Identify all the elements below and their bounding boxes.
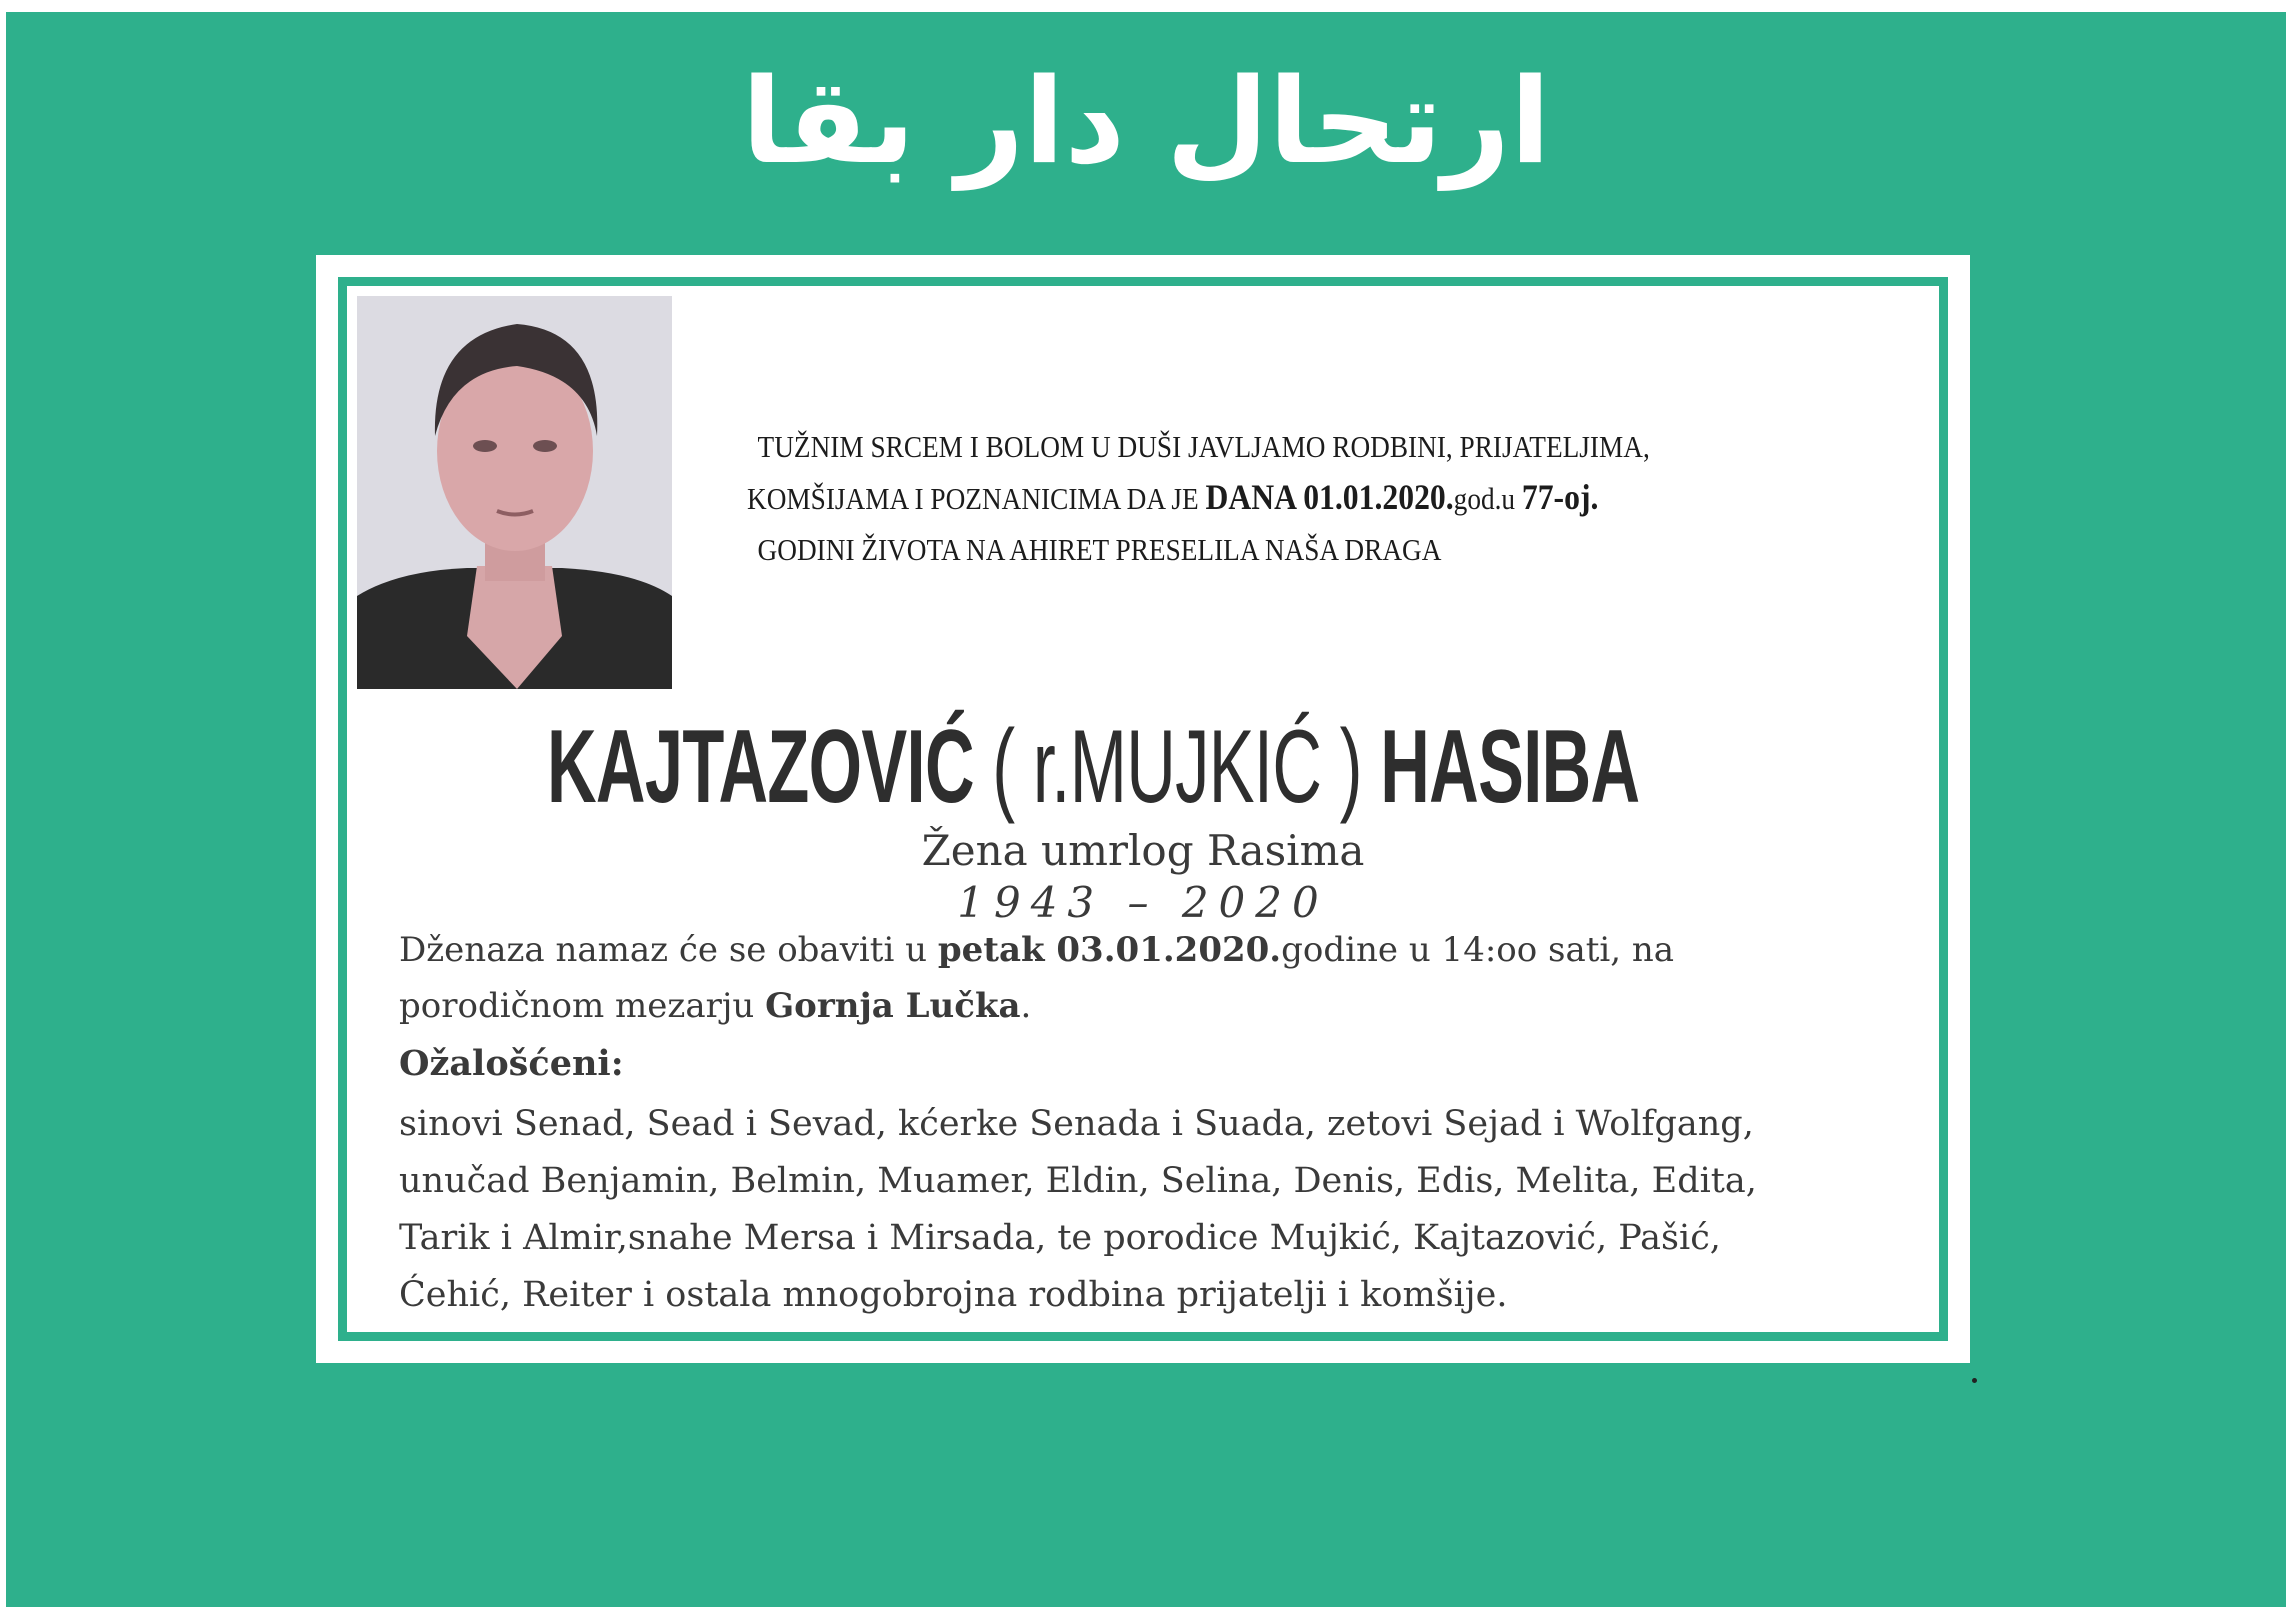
arabic-title: ارتحال دار بقا <box>741 52 1551 190</box>
spouse-line: Žena umrlog Rasima <box>921 826 1365 875</box>
age: 77-oj. <box>1521 477 1599 517</box>
intro-text <box>747 421 1650 575</box>
funeral-text-a: Dženaza namaz će se obaviti u <box>399 930 938 970</box>
portrait-photo <box>357 296 672 689</box>
dana-label: DANA <box>1205 477 1296 517</box>
intro-line-2-a: KOMŠIJAMA I POZNANICIMA DA JE <box>747 481 1206 516</box>
mourners-line: sinovi Senad, Sead i Sevad, kćerke Senada i Suada, zetovi Sejad i Wolfgang, <box>399 1104 1754 1144</box>
deceased-name <box>547 708 1640 827</box>
mourners-line: Tarik i Almir,snahe Mersa i Mirsada, te porodice Mujkić, Kajtazović, Pašić, <box>399 1218 1721 1258</box>
intro-line-1: TUŽNIM SRCEM I BOLOM U DUŠI JAVLJAMO RODBINI, PRIJATELJIMA, <box>757 429 1650 464</box>
first-name: HASIBA <box>1380 709 1640 825</box>
notice-panel <box>316 255 1970 1363</box>
speck-dot <box>1972 1378 1977 1383</box>
death-date: 01.01.2020. <box>1295 477 1454 517</box>
portrait-icon <box>357 296 672 689</box>
funeral-text-c: porodičnom mezarju <box>399 986 766 1026</box>
mourners-title: Ožalošćeni: <box>399 1043 624 1084</box>
life-years: 1943 – 2020 <box>957 878 1329 927</box>
surname: KAJTAZOVIĆ <box>547 709 974 825</box>
funeral-end: . <box>1020 986 1032 1026</box>
mourners-line: unučad Benjamin, Belmin, Muamer, Eldin, Selina, Denis, Edis, Melita, Edita, <box>399 1161 1757 1201</box>
intro-line-3: GODINI ŽIVOTA NA AHIRET PRESELILA NAŠA DRAGA <box>757 532 1442 567</box>
funeral-text-b: godine u 14:oo sati, na <box>1281 930 1675 970</box>
funeral-place: Gornja Lučka <box>765 986 1021 1026</box>
funeral-day: petak 03.01.2020. <box>937 930 1282 970</box>
notice-frame <box>338 277 1948 1341</box>
funeral-info <box>399 922 1919 1034</box>
funeral-line-1 <box>399 922 1919 978</box>
mourners-list <box>399 1096 1919 1324</box>
funeral-line-2 <box>399 978 1919 1034</box>
intro-line-2 <box>747 472 1627 524</box>
mourners-line: Ćehić, Reiter i ostala mnogobrojna rodbina prijatelji i komšije. <box>399 1275 1508 1315</box>
maiden-name: ( r.MUJKIĆ ) <box>973 709 1381 825</box>
intro-line-2-b: god.u <box>1453 481 1522 516</box>
